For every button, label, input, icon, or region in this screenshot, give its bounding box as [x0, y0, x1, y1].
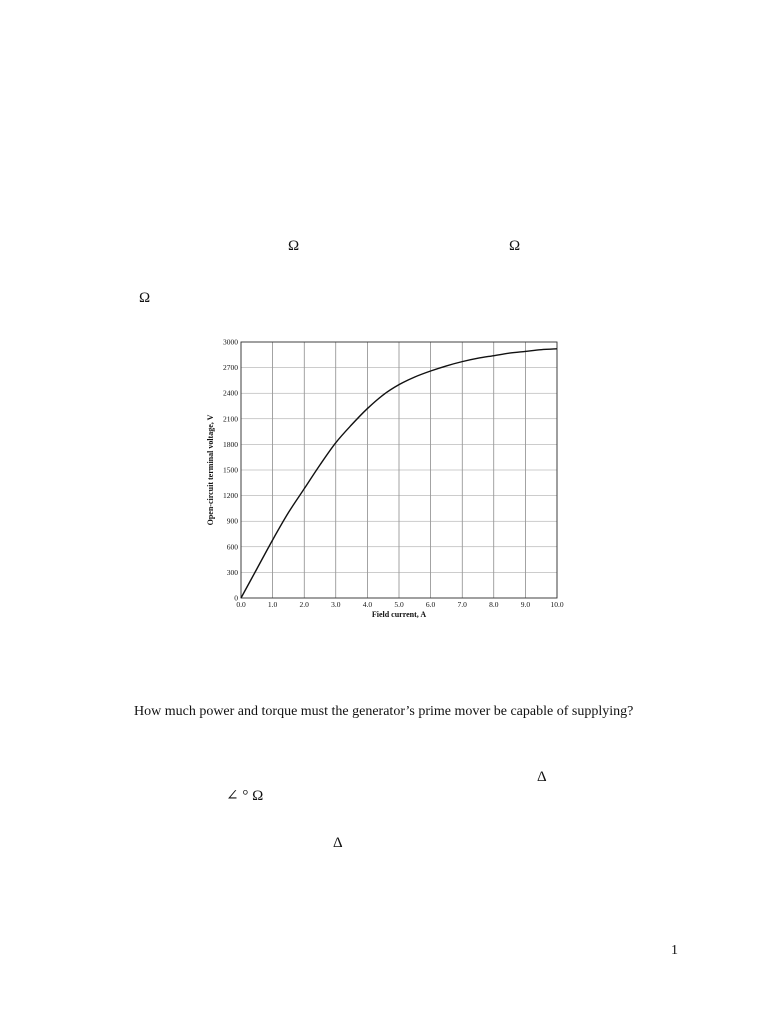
y-tick-label: 600: [226, 542, 238, 552]
y-tick-label: 1800: [223, 439, 238, 449]
y-tick-label: 2100: [223, 414, 238, 424]
x-tick-label: 6.0: [425, 600, 436, 609]
omega-symbol: Ω: [509, 238, 521, 254]
y-tick-label: 1500: [223, 465, 238, 475]
delta-symbol: Δ: [333, 835, 343, 851]
x-tick-label: 3.0: [331, 600, 341, 609]
magnetization-curve-chart: [200, 333, 570, 623]
y-tick-label: 1200: [223, 491, 238, 501]
x-tick-label: 10.0: [550, 600, 564, 609]
x-tick-labels: [236, 600, 564, 609]
x-tick-label: 9.0: [520, 600, 531, 609]
omega-symbol: Ω: [288, 238, 300, 254]
y-tick-labels: [223, 338, 238, 603]
delta-symbol: Δ: [537, 769, 547, 785]
y-tick-label: 900: [226, 516, 238, 526]
x-tick-label: 4.0: [362, 600, 373, 609]
x-tick-label: 7.0: [457, 600, 467, 609]
x-tick-label: 5.0: [394, 600, 404, 609]
x-tick-label: 1.0: [267, 600, 278, 609]
impedance-angle-symbols: ∠ ° Ω: [226, 788, 264, 804]
y-tick-label: 2400: [223, 388, 238, 398]
y-tick-label: 2700: [223, 363, 238, 373]
y-tick-label: 3000: [223, 337, 238, 347]
x-tick-label: 2.0: [299, 600, 309, 609]
y-tick-label: 0: [234, 593, 238, 603]
question-text: How much power and torque must the generator’s prime mover be capable of supplying?: [134, 704, 634, 719]
y-tick-label: 300: [226, 567, 238, 577]
y-axis-label: Open-circuit terminal voltage, V: [206, 414, 215, 526]
x-tick-label: 8.0: [489, 600, 499, 609]
chart-grid: [241, 342, 557, 598]
omega-symbol: Ω: [139, 290, 151, 306]
page-number: 1: [671, 943, 678, 958]
x-axis-label: Field current, A: [371, 610, 427, 619]
x-tick-label: 0.0: [236, 600, 246, 609]
